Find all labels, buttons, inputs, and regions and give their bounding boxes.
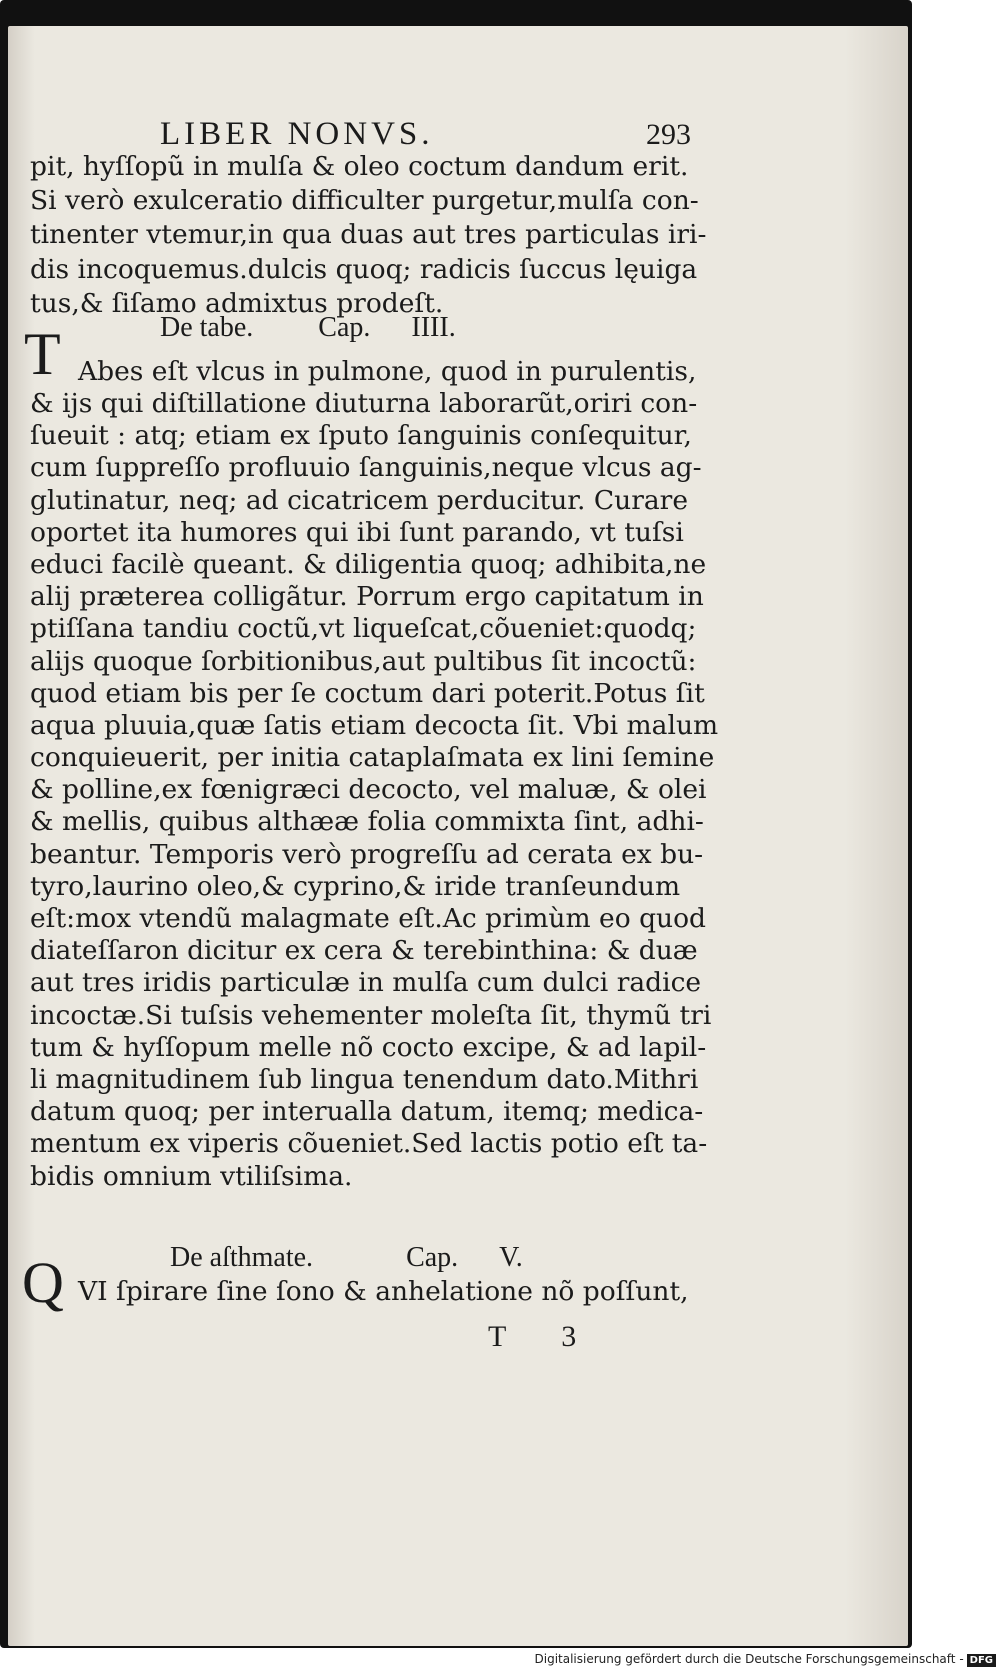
chapter-4-body — [30, 388, 719, 1193]
text-line: pit, hyſſopũ in mulſa & oleo coctum dandum erit. — [30, 151, 689, 182]
chapter-first-line: Abes eſt vlcus in pulmone, quod in purulentis, — [78, 356, 697, 387]
text-line: alij præterea colligãtur. Porrum ergo capitatum in — [30, 581, 704, 613]
text-line: ſueuit : atq; etiam ex ſputo ſanguinis conſequitur, — [30, 420, 692, 452]
text-line: aut tres iridis particulæ in mulſa cum dulci radice — [30, 967, 702, 999]
running-title: LIBER NONVS. — [160, 116, 434, 152]
dfg-logo-badge: DFG — [967, 1654, 996, 1667]
chapter-cap-label: Cap. — [406, 1242, 459, 1273]
drop-cap-t: T — [24, 321, 61, 387]
text-line: educi facilè queant. & diligentia quoq; adhibita,ne — [30, 548, 707, 580]
text-line: tyro,laurino oleo,& cyprino,& iride tranſeundum — [30, 870, 681, 902]
text-line: alijs quoque ſorbitionibus,aut pultibus ſit incoctũ: — [30, 645, 697, 677]
chapter-heading-4 — [160, 312, 456, 344]
text-line: oportet ita humores qui ibi ſunt parando, vt tuſsi — [30, 516, 684, 548]
chapter-heading-5 — [170, 1242, 523, 1274]
chapter-number: V. — [499, 1242, 523, 1273]
text-line: beantur. Temporis verò progreſſu ad cerata ex bu- — [30, 838, 704, 870]
text-line: bidis omnium vtiliſsima. — [30, 1160, 353, 1192]
text-line: & mellis, quibus althææ folia commixta ſint, adhi- — [30, 806, 704, 838]
text-line: glutinatur, neq; ad cicatricem perducitur. Curare — [30, 484, 689, 516]
text-line: cum ſuppreſſo profluuio ſanguinis,neque vlcus ag- — [30, 452, 702, 484]
text-line: incoctæ.Si tuſsis vehementer moleſta ſit, thymũ tri — [30, 999, 712, 1031]
signature-mark: T 3 — [488, 1320, 601, 1353]
text-line: tus,& ſiſamo admixtus prodeſt. — [30, 287, 444, 319]
text-line: mentum ex viperis cõueniet.Sed lactis potio eſt ta- — [30, 1128, 708, 1160]
text-line: dis incoquemus.dulcis quoq; radicis ſuccus lęuiga — [30, 253, 698, 285]
book-page — [8, 26, 908, 1646]
text-line: conquieuerit, per initia cataplaſmata ex lini ſemine — [30, 742, 715, 774]
chapter-first-line: VI ſpirare ſine ſono & anhelatione nõ poſſunt, — [78, 1276, 689, 1307]
text-line: eſt:mox vtendũ malagmate eſt.Ac primùm eo quod — [30, 903, 707, 934]
text-line: Si verò exulceratio difficulter purgetur,mulſa con- — [30, 185, 699, 217]
chapter-cap-label: Cap. — [318, 312, 371, 343]
text-line: diateſſaron dicitur ex cera & terebinthina: & duæ — [30, 935, 698, 967]
text-line: tum & hyſſopum melle nõ cocto excipe, & ad lapil- — [30, 1031, 707, 1063]
chapter-title: De tabe. — [160, 312, 254, 343]
text-line: aqua pluuia,quæ ſatis etiam decocta ſit. Vbi malum — [30, 709, 719, 741]
chapter-title: De aſthmate. — [170, 1242, 314, 1273]
chapter-number: IIII. — [411, 312, 456, 343]
digitization-footer — [0, 1652, 996, 1667]
text-line: & polline,ex fœnigræci decocto, vel maluæ, & olei — [30, 774, 707, 806]
footer-credit: Digitalisierung gefördert durch die Deutsche Forschungsgemeinschaft - — [534, 1652, 964, 1666]
text-line: quod etiam bis per ſe coctum dari poterit.Potus ſit — [30, 677, 705, 709]
text-line: li magnitudinem ſub lingua tenendum dato.Mithri — [30, 1063, 699, 1095]
text-line: datum quoq; per interualla datum, itemq; medica- — [30, 1096, 704, 1128]
page-number: 293 — [646, 118, 691, 151]
intro-paragraph — [30, 150, 710, 321]
text-line: & ijs qui diſtillatione diuturna laborarũt,oriri con- — [30, 388, 698, 419]
drop-cap-q: Q — [22, 1250, 64, 1315]
text-line: tinenter vtemur,in qua duas aut tres particulas iri- — [30, 219, 707, 251]
text-line: ptiſſana tandiu coctũ,vt liqueſcat,cõueniet:quodq; — [30, 613, 697, 645]
